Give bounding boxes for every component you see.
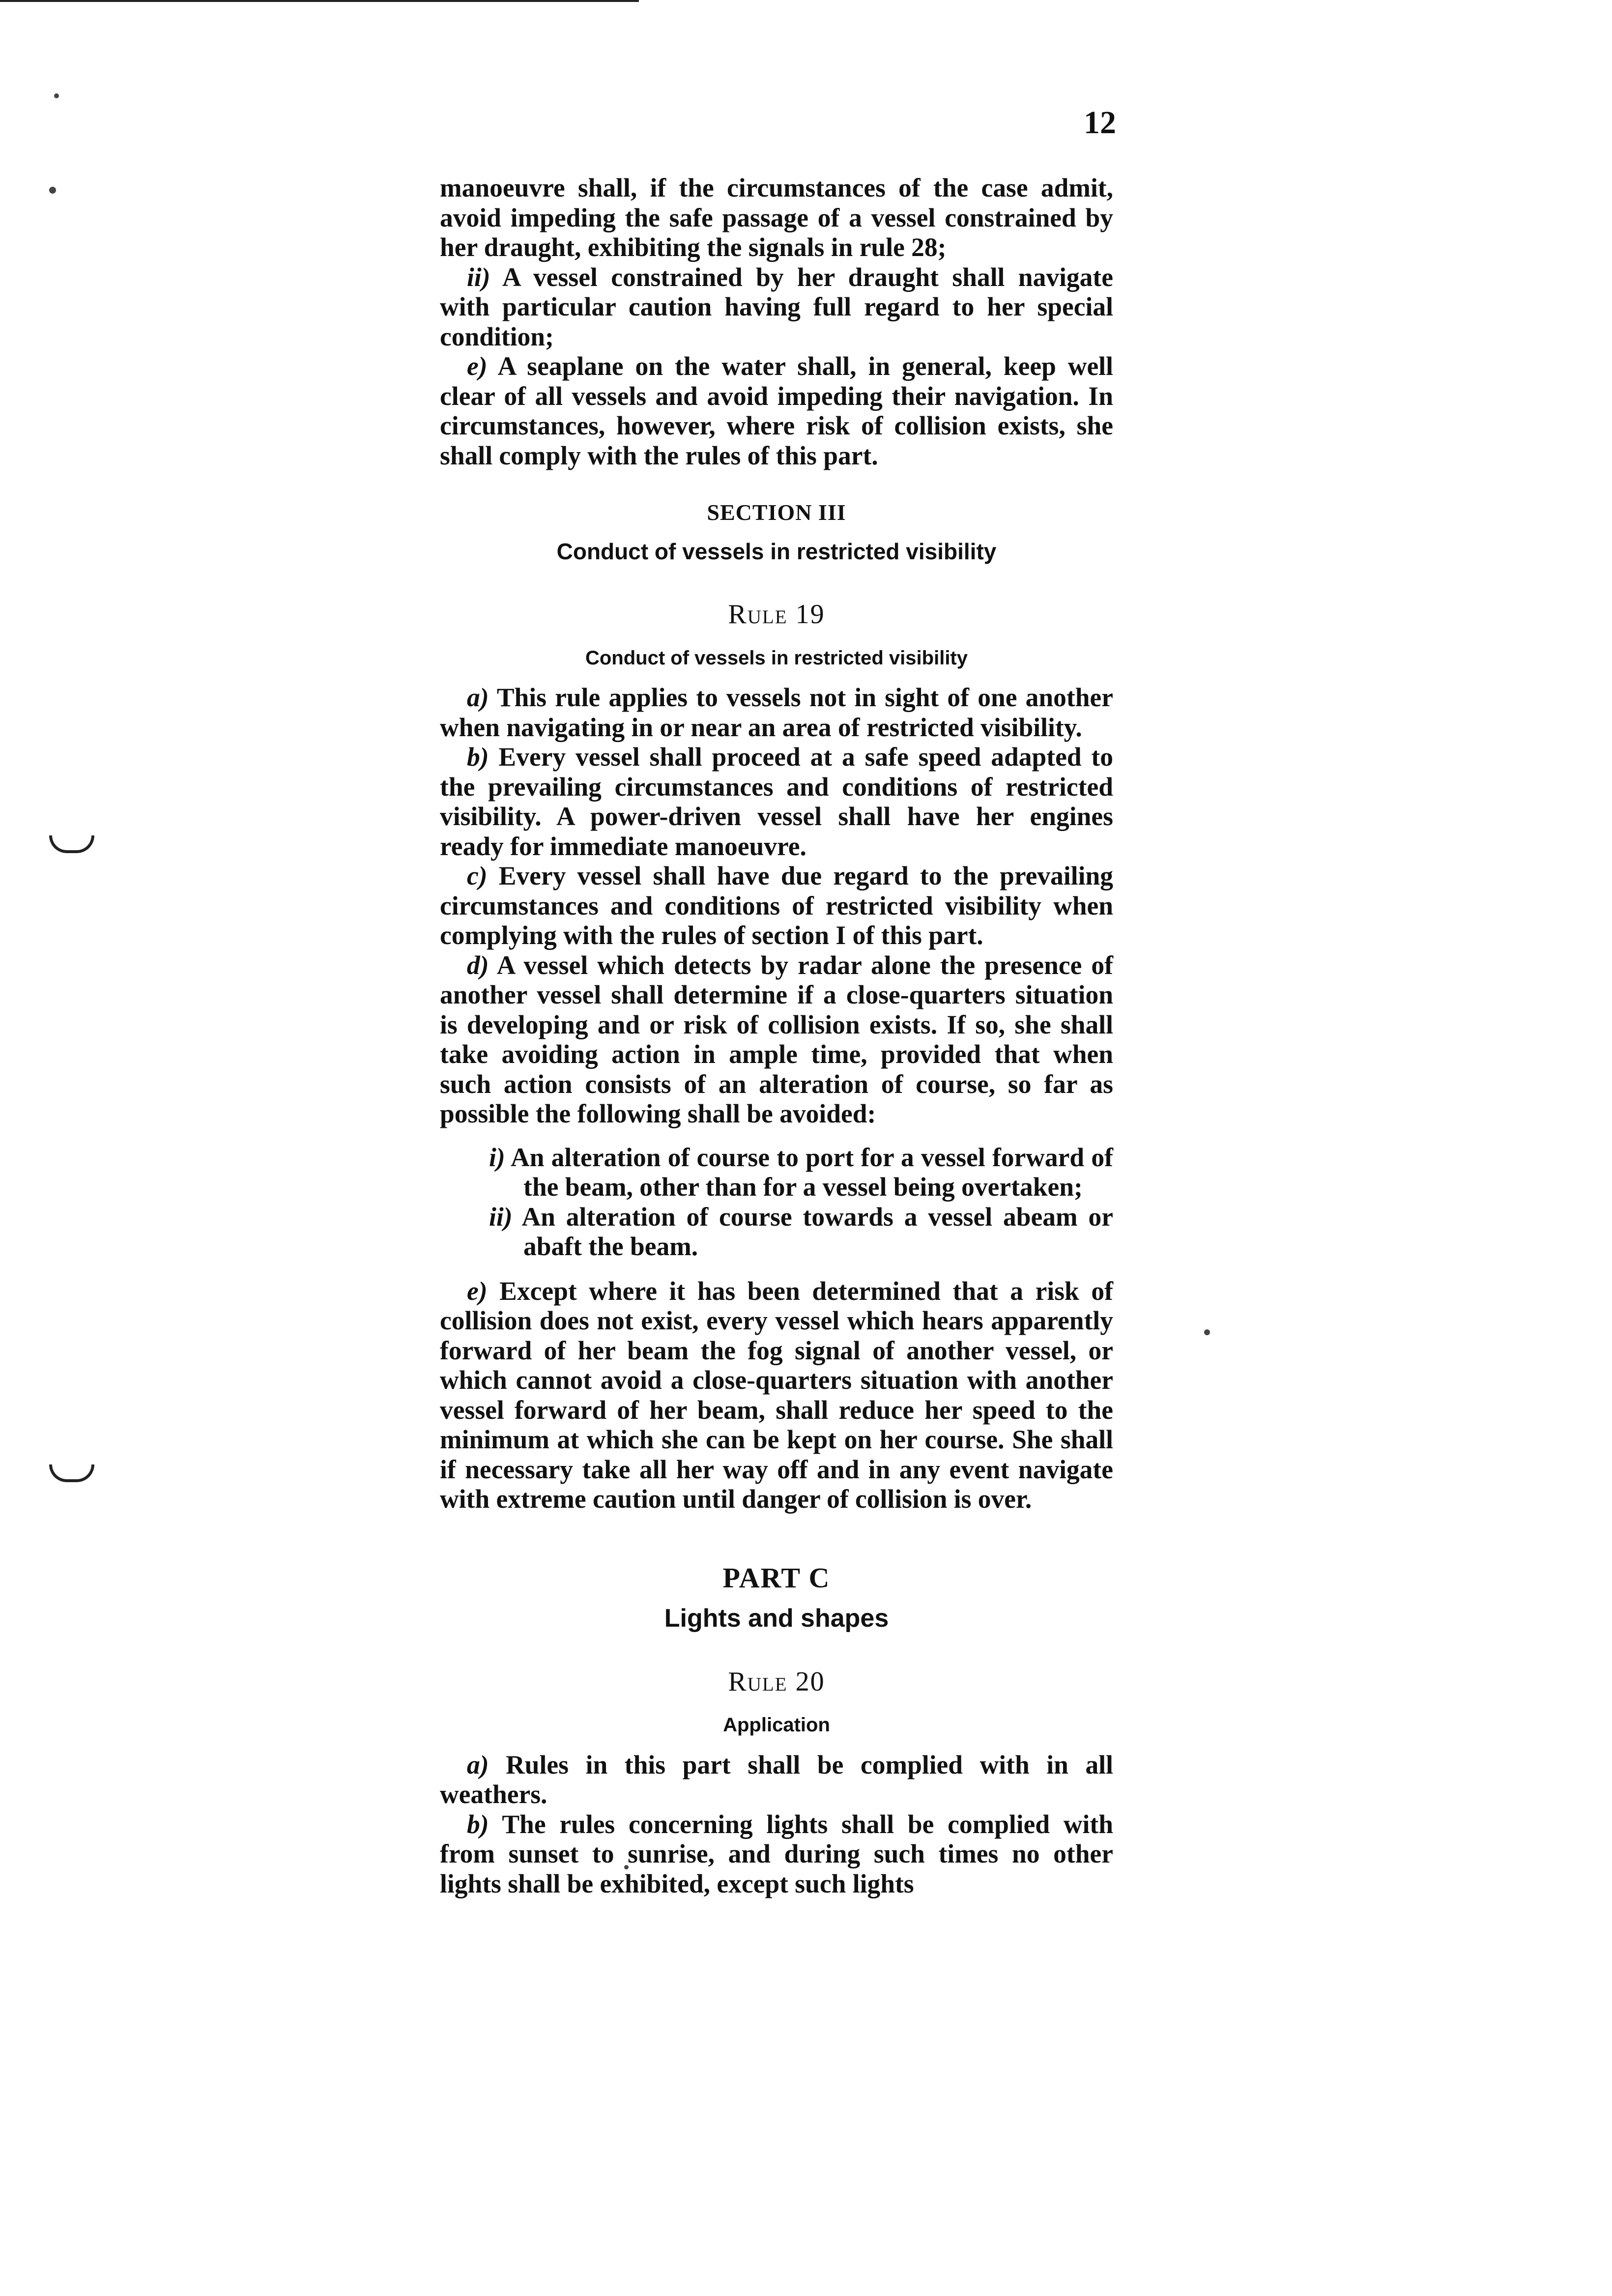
rule-19-subitem-ii: ii) An alteration of course towards a vessel abeam or abaft the beam. [489,1202,1113,1261]
part-title: PART C [722,1561,831,1594]
rule-20-paragraph-b: b) The rules concerning lights shall be complied with from sunset to sunrise, and during such times no other lights shall be exhibited, except such lights [440,1809,1113,1898]
speck-2 [54,93,59,98]
item-marker: ii) [489,1202,513,1232]
binding-mark-lower [49,1464,94,1482]
document-text [440,173,1113,1898]
rule-20-title: Rule 20 [728,1666,825,1697]
item-marker: i) [489,1142,505,1172]
item-marker: c) [467,861,488,890]
section-title: SECTION III [707,500,846,525]
rule-20-paragraph-a: a) Rules in this part shall be complied with in all weathers. [440,1750,1113,1809]
item-marker: b) [467,1809,489,1839]
section-heading: Conduct of vessels in restricted visibility [556,538,997,564]
top-edge-line [0,0,639,2]
item-marker: a) [467,1750,489,1779]
item-marker: d) [467,950,489,980]
rule-19-paragraph-d: d) A vessel which detects by radar alone the presence of another vessel shall determine if a close-quarters situation is developing and or risk of collision exists. If so, she shall take avoiding action in ample time, provided that when such action consists of an alteration of course, so far as possible the following shall be avoided: [440,950,1113,1128]
item-marker: b) [467,742,489,772]
speck-1 [49,187,56,194]
paragraph-continuation: manoeuvre shall, if the circumstances of the case admit, avoid impeding the safe passage of a vessel constrained by her draught, exhibiting the signals in rule 28; [440,173,1113,262]
rule-19-paragraph-c: c) Every vessel shall have due regard to the prevailing circumstances and conditions of restricted visibility when complying with the rules of section I of this part. [440,861,1113,950]
part-heading: Lights and shapes [664,1604,889,1633]
rule-19-paragraph-e: e) Except where it has been determined that a risk of collision does not exist, every vessel which hears apparently forward of her beam the fog signal of another vessel, or which cannot avoid a close-quarters situation with another vessel forward of her beam, shall reduce her speed to the minimum at which she can be kept on her course. She shall if necessary take all her way off and in any event navigate with extreme caution until danger of collision is over. [440,1276,1113,1514]
paragraph-ii: ii) A vessel constrained by her draught shall navigate with particular caution having full regard to her special condition; [440,262,1113,351]
speck-3 [1204,1329,1210,1335]
rule-19-subitem-i: i) An alteration of course to port for a vessel forward of the beam, other than for a vessel being overtaken; [489,1142,1113,1202]
item-marker: a) [467,683,489,712]
paragraph-e: e) A seaplane on the water shall, in general, keep well clear of all vessels and avoid impeding their navigation. In circumstances, however, where risk of collision exists, she shall comply with the rules of this part. [440,351,1113,470]
item-marker: e) [467,1276,488,1306]
rule-19-subheading: Conduct of vessels in restricted visibility [585,647,968,669]
item-marker: e) [467,351,488,381]
item-marker: ii) [467,262,490,292]
rule-19-title: Rule 19 [728,599,825,630]
rule-19-paragraph-b: b) Every vessel shall proceed at a safe speed adapted to the prevailing circumstances and conditions of restricted visibility. A power-driven vessel shall have her engines ready for immediate manoeuvre. [440,742,1113,861]
rule-20-subheading: Application [723,1714,830,1736]
rule-19-paragraph-a: a) This rule applies to vessels not in sight of one another when navigating in or near an area of restricted visibility. [440,683,1113,742]
page-number: 12 [1084,105,1116,141]
binding-mark-upper [49,835,94,853]
